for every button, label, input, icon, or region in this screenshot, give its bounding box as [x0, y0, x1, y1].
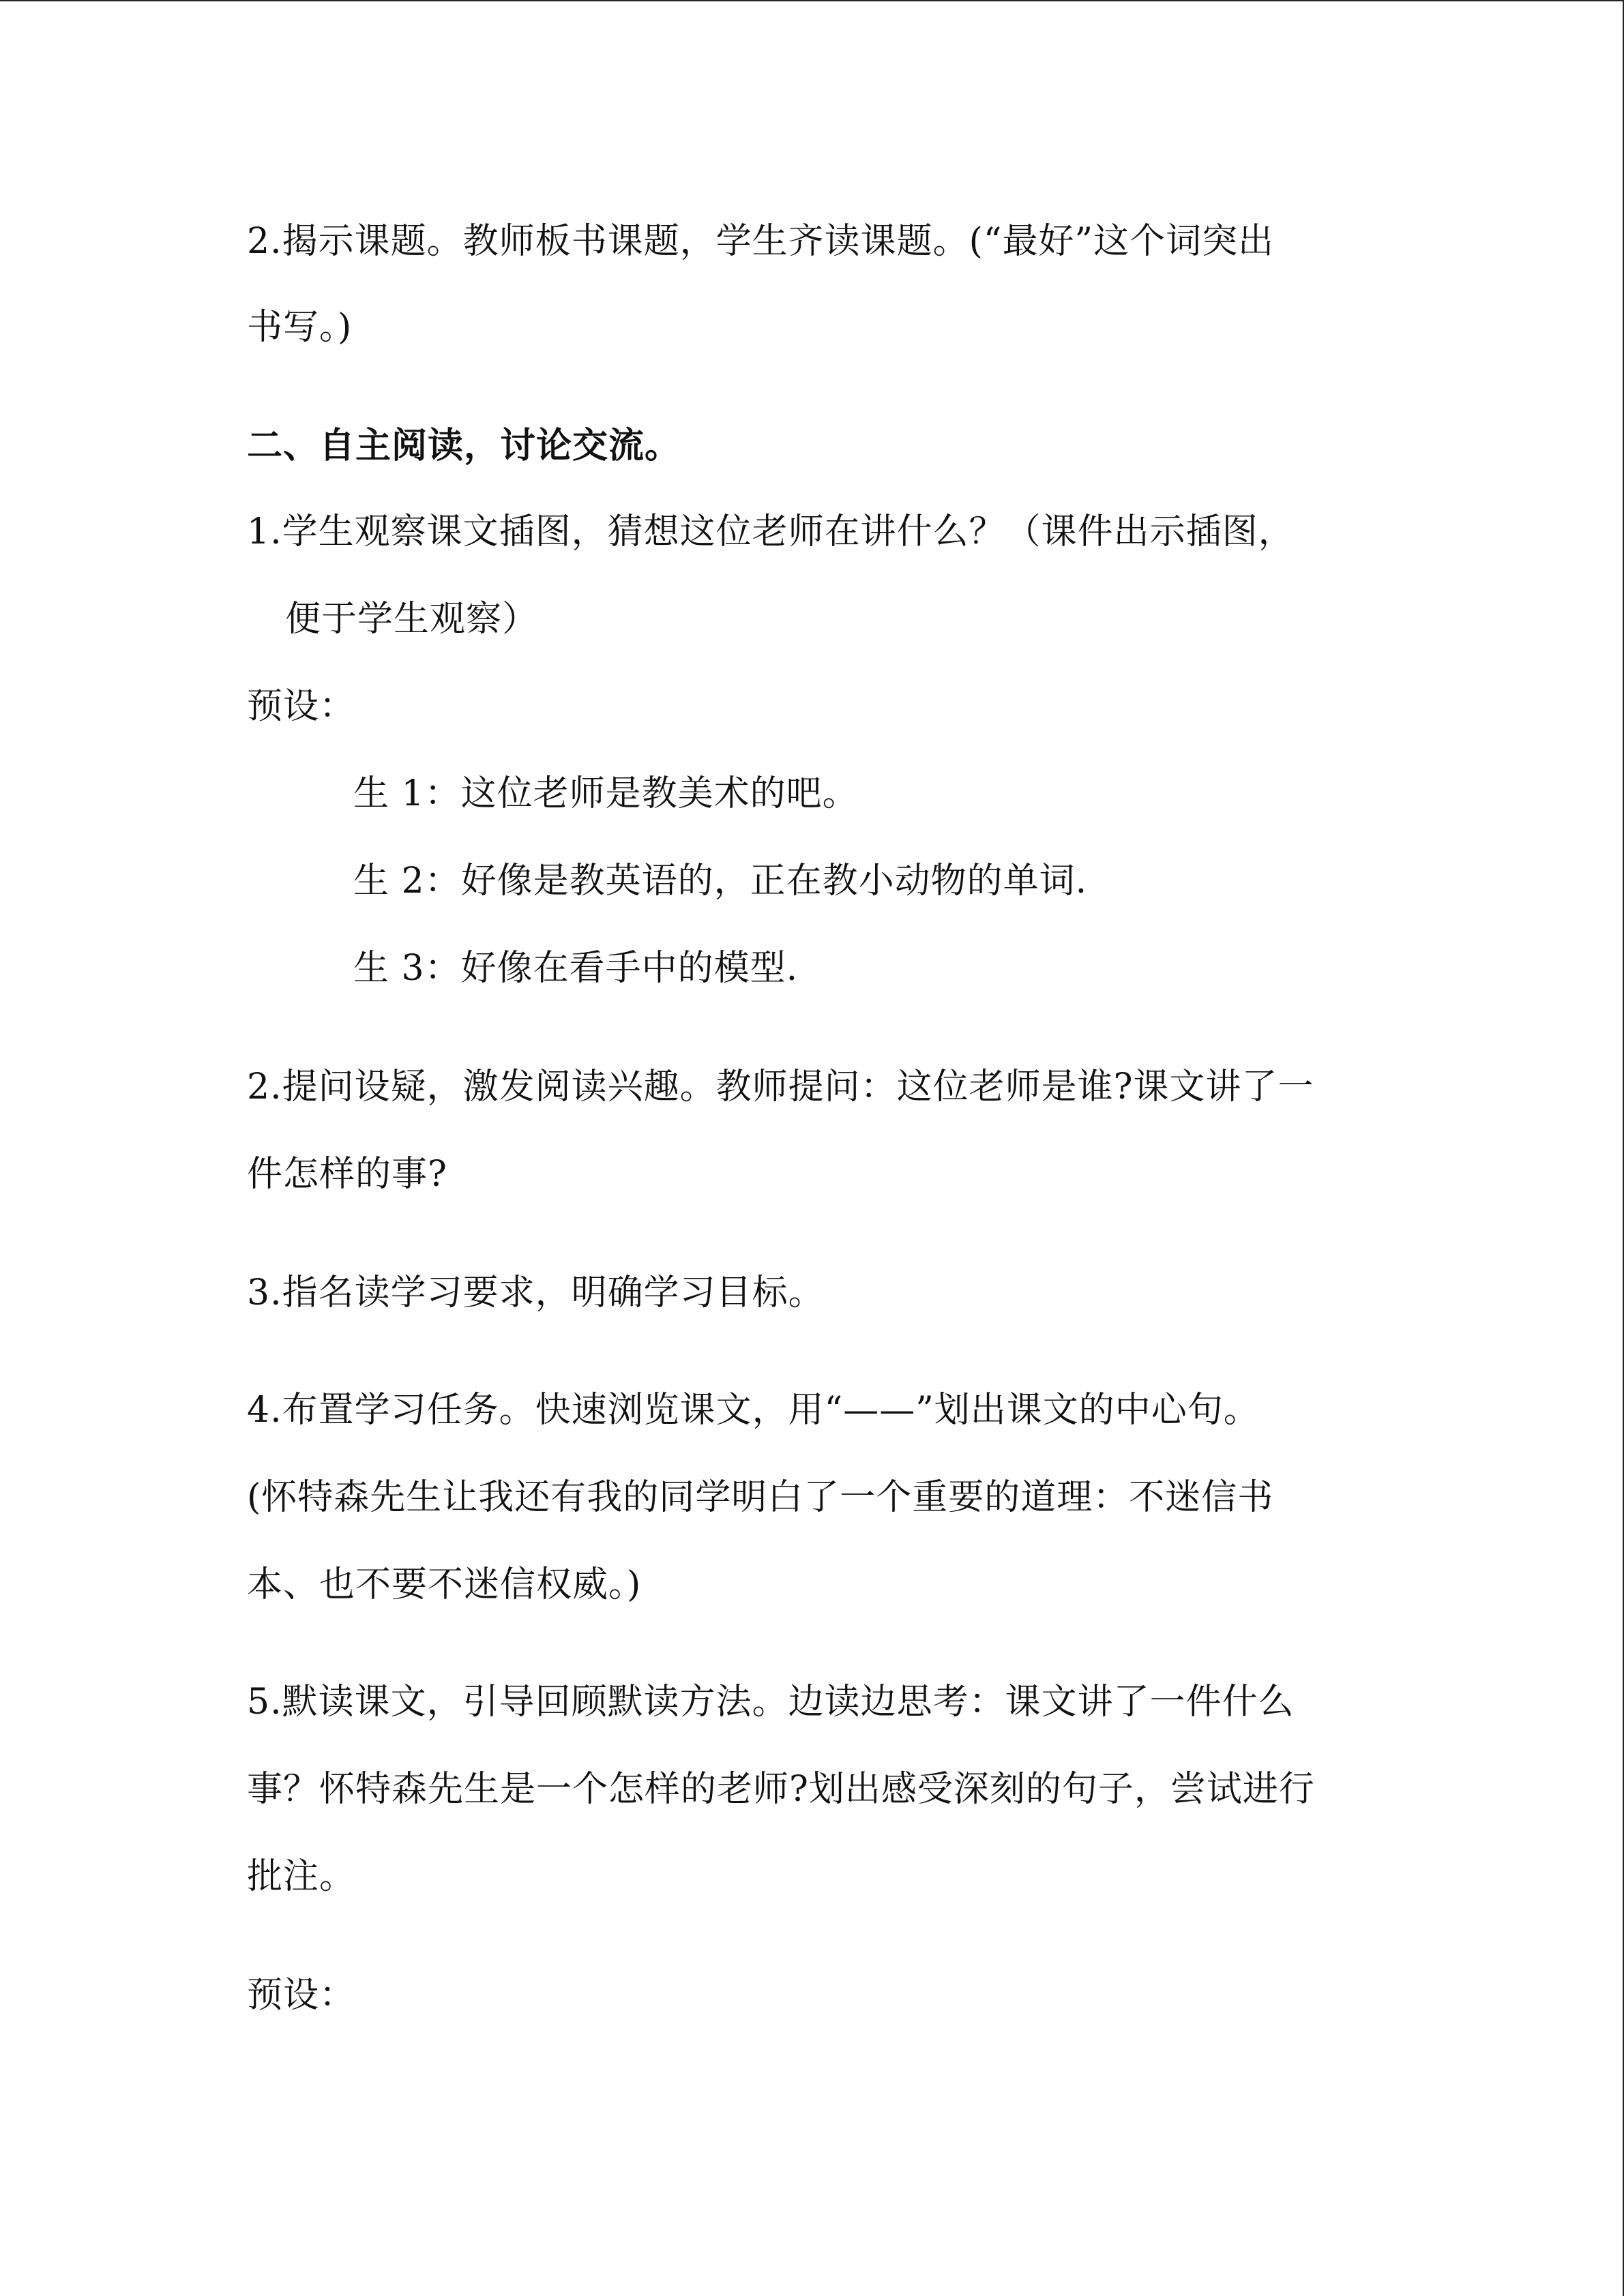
paragraph-line: 批注。 — [247, 1856, 356, 1897]
preset-label: 预设： — [247, 1975, 356, 2016]
paragraph-line: 件怎样的事? — [247, 1154, 447, 1195]
student-answer: 生 1：这位老师是教美术的吧。 — [353, 773, 859, 814]
paragraph-line: 本、也不要不迷信权威。) — [247, 1564, 642, 1605]
paragraph-line: 便于学生观察） — [285, 599, 539, 640]
paragraph-line: 3.指名读学习要求，明确学习目标。 — [247, 1272, 825, 1313]
student-answer: 生 2：好像是教英语的，正在教小动物的单词. — [353, 861, 1088, 901]
paragraph-line: 2.提问设疑，激发阅读兴趣。教师提问：这位老师是谁?课文讲了一 — [247, 1067, 1314, 1107]
paragraph-line: 2.揭示课题。教师板书课题，学生齐读课题。(“最好”这个词突出 — [247, 221, 1275, 262]
paragraph-line: (怀特森先生让我还有我的同学明白了一个重要的道理：不迷信书 — [247, 1477, 1274, 1518]
paragraph-line: 4.布置学习任务。快速浏览课文，用“——”划出课文的中心句。 — [247, 1390, 1260, 1431]
paragraph-line: 事？怀特森先生是一个怎样的老师?划出感受深刻的句子，尝试进行 — [247, 1769, 1315, 1810]
section-heading: 二、自主阅读，讨论交流。 — [247, 426, 681, 466]
student-answer: 生 3：好像在看手中的模型. — [353, 948, 799, 989]
paragraph-line: 5.默读课文，引导回顾默读方法。边读边思考：课文讲了一件什么 — [247, 1682, 1295, 1723]
paragraph-line: 1.学生观察课文插图，猜想这位老师在讲什么？（课件出示插图， — [247, 511, 1295, 552]
paragraph-line: 书写。) — [247, 307, 353, 348]
preset-label: 预设： — [247, 686, 356, 727]
